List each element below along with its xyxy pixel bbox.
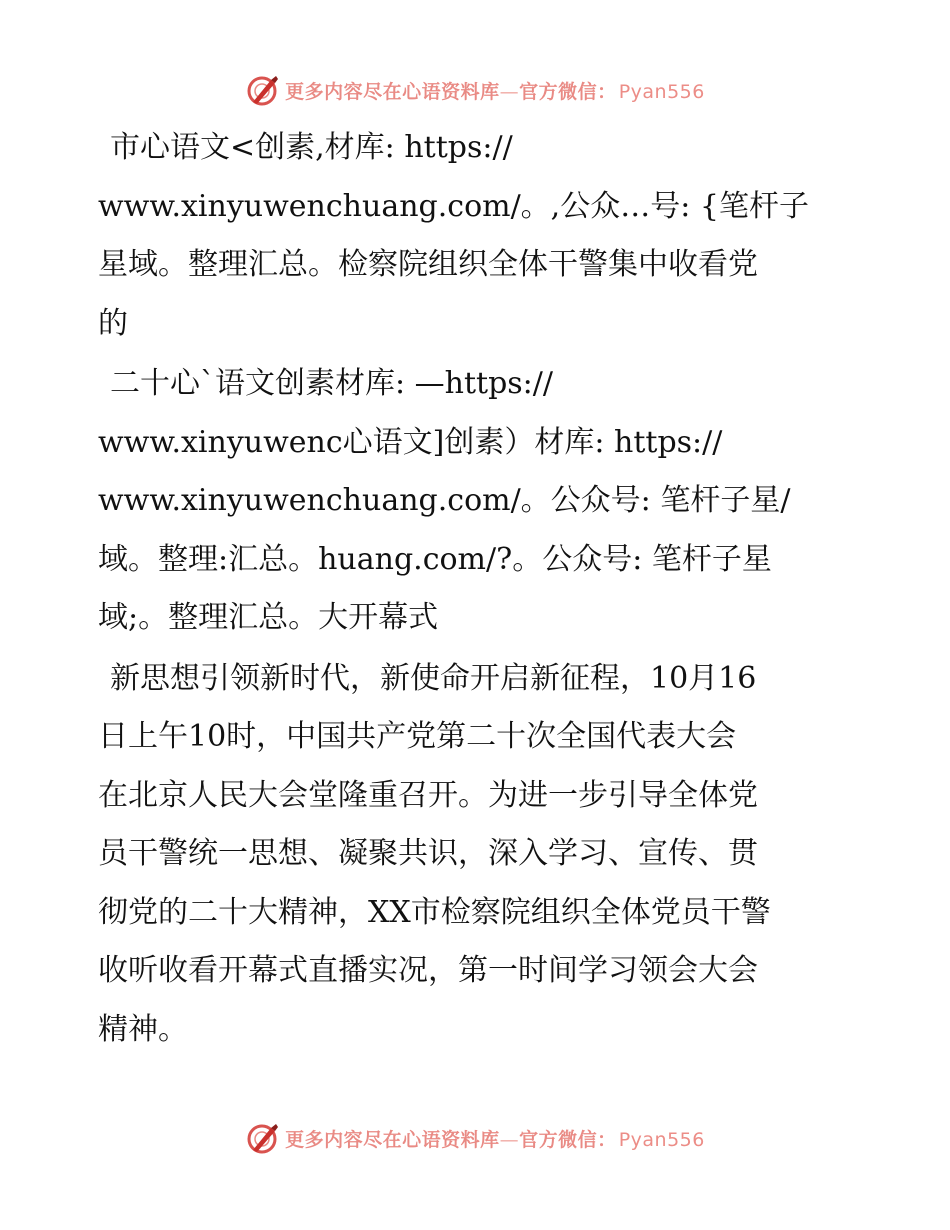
text-line: 市心语文<创素,材库: https:// xyxy=(110,130,513,165)
banner-dash: — xyxy=(499,1128,520,1151)
banner-main-text: 更多内容尽在心语资料库 xyxy=(285,80,500,103)
banner-main-text: 更多内容尽在心语资料库 xyxy=(285,1128,500,1151)
banner-sub-text: 官方微信： xyxy=(519,1128,617,1151)
text-line: 域;。整理汇总。大开幕式 xyxy=(98,600,439,635)
paragraph xyxy=(98,650,858,1060)
text-line: 彻党的二十大精神，XX市检察院组织全体党员干警 xyxy=(98,894,771,930)
text-line: 员干警统一思想、凝聚共识，深入学习、宣传、贯 xyxy=(98,836,758,871)
text-line: 在北京人民大会堂隆重召开。为进一步引导全体党 xyxy=(98,777,758,813)
text-line: www.xinyuwenc心语文]创素）材库: https:// xyxy=(98,424,723,460)
banner-text xyxy=(285,77,705,104)
pen-circle-logo-icon xyxy=(245,1120,281,1156)
banner-dash: — xyxy=(499,80,520,103)
text-line: 的 xyxy=(98,305,128,341)
paragraph xyxy=(98,119,858,353)
footer-banner xyxy=(0,1118,950,1158)
text-line: 二十心`语文创素材库: —https:// xyxy=(110,366,553,401)
document-body xyxy=(98,119,858,1059)
banner-text xyxy=(285,1125,705,1152)
text-line: 星域。整理汇总。检察院组织全体干警集中收看党 xyxy=(98,247,758,282)
text-line: www.xinyuwenchuang.com/。,公众…号: {笔杆子 xyxy=(98,188,809,224)
banner-sub-text: 官方微信： xyxy=(519,80,617,103)
banner-wechat-id: Pyan556 xyxy=(618,1128,705,1151)
text-line: 日上午10时，中国共产党第二十次全国代表大会 xyxy=(98,719,737,754)
text-line: 新思想引领新时代，新使命开启新征程，10月16 xyxy=(110,660,757,696)
paragraph xyxy=(98,355,858,648)
text-line: 收听收看开幕式直播实况，第一时间学习领会大会 xyxy=(98,953,758,988)
text-line: www.xinyuwenchuang.com/。公众号: 笔杆子星/ xyxy=(98,483,791,518)
text-line: 域。整理:汇总。huang.com/?。公众号: 笔杆子星 xyxy=(98,541,772,577)
banner-wechat-id: Pyan556 xyxy=(618,80,705,103)
header-banner xyxy=(0,70,950,110)
pen-circle-logo-icon xyxy=(245,72,281,108)
text-line: 精神。 xyxy=(98,1011,188,1047)
